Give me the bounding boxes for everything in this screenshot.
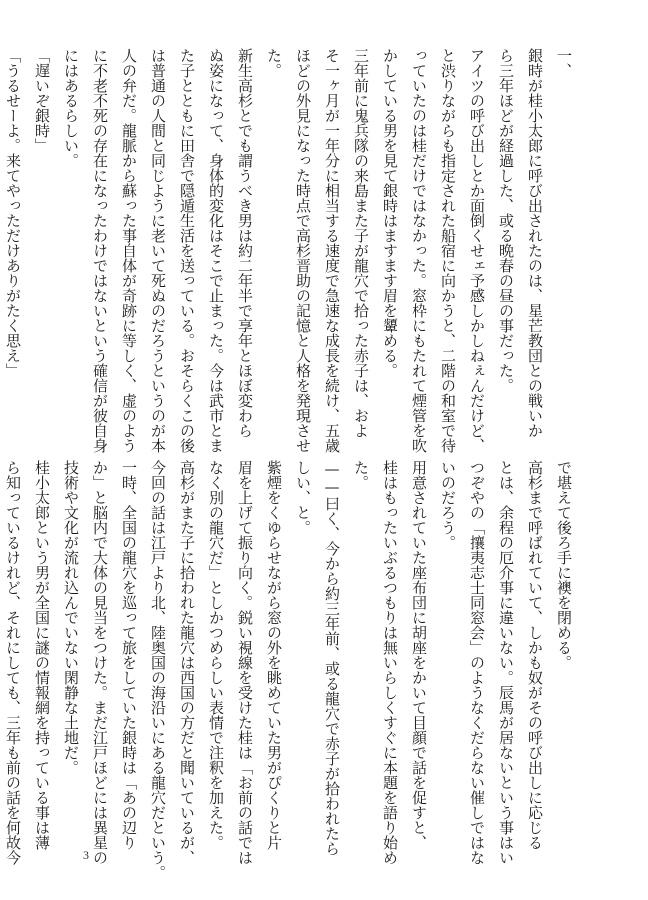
lower-text-line: とは、余程の厄介事に違いない。辰馬が居ないという事はい bbox=[497, 460, 515, 865]
upper-text-block bbox=[4, 48, 578, 453]
upper-text-line: っていたのは桂だけではなかった。窓枠にもたれて煙管を吹 bbox=[410, 48, 428, 453]
lower-text-line: か」と脳内で大体の見当をつけた。まだ江戸ほどには異星の bbox=[91, 460, 109, 865]
upper-text-line: 人の弁だ。龍脈から蘇った事自体が奇跡に等しく、虚のよう bbox=[120, 48, 138, 453]
upper-text-line: は普通の人間と同じように老いて死ぬのだろうというのが本 bbox=[149, 48, 167, 453]
lower-text-line: 技術や文化が流れ込んでいない閑静な土地だ。 bbox=[62, 460, 80, 775]
upper-text-line: 一、 bbox=[555, 48, 573, 78]
lower-text-line: しい、と。 bbox=[294, 460, 312, 535]
upper-text-line: ほどの外見になった時点で高杉晋助の記憶と人格を発現させ bbox=[294, 48, 312, 453]
upper-text-line: と渋りながらも指定された船宿に向かうと、二階の和室で待 bbox=[439, 48, 457, 453]
upper-text-line: ら三年ほどが経過した、或る晩春の昼の事だった。 bbox=[497, 48, 515, 393]
upper-text-line: 三年前に鬼兵隊の来島また子が龍穴で拾った赤子は、およ bbox=[352, 48, 370, 438]
lower-text-line: 桂小太郎という男が全国に謎の情報網を持っている事は薄 bbox=[33, 460, 51, 850]
lower-text-line: 高杉まで呼ばれていて、しかも奴がその呼び出しに応じる bbox=[526, 460, 544, 850]
lower-text-line: 今回の話は江戸より北、陸奥国の海沿いにある龍穴だという。 bbox=[149, 460, 167, 880]
lower-text-line: で堪えて後ろ手に襖を閉める。 bbox=[555, 460, 573, 670]
upper-text-line: かしている男を見て銀時はますます眉を顰める。 bbox=[381, 48, 399, 378]
lower-text-line: 眉を上げて振り向く。鋭い視線を受けた桂は「お前の話では bbox=[236, 460, 254, 865]
upper-text-line: そ一ヶ月が一年分に相当する速度で急速な成長を続け、五歳 bbox=[323, 48, 341, 453]
upper-text-line: 銀時が桂小太郎に呼び出されたのは、星芒教団との戦いか bbox=[526, 48, 544, 438]
upper-text-line: 「うるせーよ。来てやっただけありがたく思え」 bbox=[4, 48, 22, 378]
upper-text-line: 新生高杉とでも謂うべき男は約二年半で享年とほぼ変わら bbox=[236, 48, 254, 438]
upper-text-line: た。 bbox=[265, 48, 283, 78]
upper-text-line: にはあるらしい。 bbox=[62, 48, 80, 168]
lower-text-line: ら知っているけれど、それにしても、三年も前の話を何故今 bbox=[4, 460, 22, 865]
lower-text-line: 紫煙をくゆらせながら窓の外を眺めていた男がぴくりと片 bbox=[265, 460, 283, 850]
lower-text-block bbox=[4, 460, 578, 880]
lower-text-line: た。 bbox=[352, 460, 370, 490]
upper-text-line: た子とともに田舎で隠遁生活を送っている。おそらくこの後 bbox=[178, 48, 196, 453]
lower-text-line: つぞやの「攘夷志士同窓会」のようなくだらない催しではな bbox=[468, 460, 486, 865]
lower-text-line: 用意されていた座布団に胡座をかいて目顔で話を促すと、 bbox=[410, 460, 428, 850]
lower-text-line: 一時、全国の龍穴を巡って旅をしていた銀時は「あの辺り bbox=[120, 460, 138, 850]
lower-text-line: ——曰く、今から約三年前、或る龍穴で赤子が拾われたら bbox=[323, 460, 341, 856]
upper-text-line: 「遅いぞ銀時」 bbox=[33, 48, 51, 153]
upper-text-line: ぬ姿になって、身体的変化はそこで止まった。今は武市とま bbox=[207, 48, 225, 453]
upper-text-line: に不老不死の存在になったわけではないという確信が彼自身 bbox=[91, 48, 109, 453]
lower-text-line: いのだろう。 bbox=[439, 460, 457, 550]
upper-text-line: アイツの呼び出しとか面倒くせェ予感しかしねぇんだけど、 bbox=[468, 48, 486, 453]
page-number: 3 bbox=[83, 848, 89, 862]
lower-text-line: 桂はもったいぶるつもりは無いらしくすぐに本題を語り始め bbox=[381, 460, 399, 865]
lower-text-line: 高杉がまた子に拾われた龍穴は西国の方だと聞いているが、 bbox=[178, 460, 196, 865]
lower-text-line: なく別の龍穴だ」としかつめらしい表情で注釈を加えた。 bbox=[207, 460, 225, 850]
